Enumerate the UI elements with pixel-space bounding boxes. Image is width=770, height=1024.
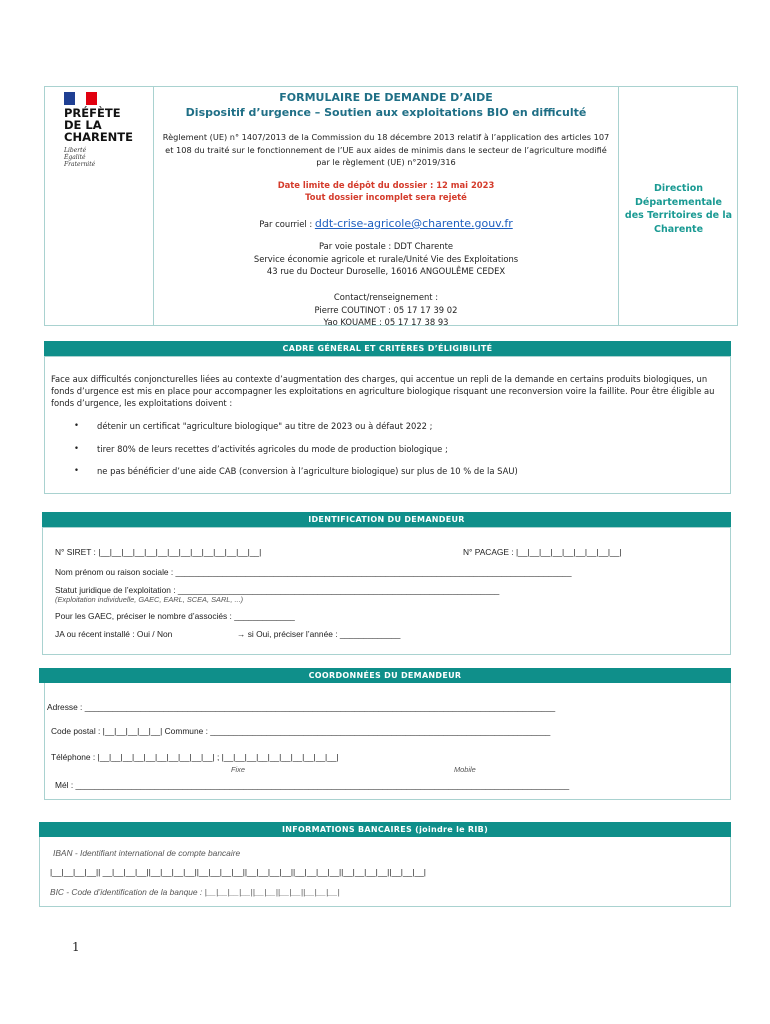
bullet-icon: • [74,465,79,475]
bullet-icon: • [74,443,79,453]
gaec-field[interactable]: Pour les GAEC, préciser le nombre d’associés : _____________ [55,611,295,621]
section-eligibility-title: CADRE GÉNÉRAL ET CRITÈRES D’ÉLIGIBILITÉ [44,341,731,356]
header-box [44,86,738,326]
coordinates-box [44,683,731,800]
iban-label: IBAN - Identifiant international de compte bancaire [53,848,241,858]
pacage-field[interactable]: N° PACAGE : |__|__|__|__|__|__|__|__|__| [463,547,622,557]
contact-info: Contact/renseignement : Pierre COUTINOT : 05 17 17 39 02 Yao KOUAME : 05 17 17 38 93 [314,292,458,327]
phone-mobile-label: Mobile [454,765,476,774]
french-flag-icon [64,92,97,105]
address-field[interactable]: Adresse : _____________________________________________________________________________________________________ [47,702,556,712]
email-field[interactable]: Mél : __________________________________________________________________________________________________________ [55,780,570,790]
section-identification-title: IDENTIFICATION DU DEMANDEUR [42,512,731,527]
ja-year-field[interactable]: → si Oui, préciser l’année : _____________ [237,629,401,639]
regulation-text: Règlement (UE) n° 1407/2013 de la Commission du 18 décembre 2013 relatif à l’application des articles 107 et 108 du traité sur le fonctionnement de l’UE aux aides de minimis dans le secteur de l’agriculture modifié par le règlement (UE) n°2019/316 [162,132,610,167]
postal-address: Par voie postale : DDT Charente Service économie agricole et rurale/Unité Vie des Exploitations 43 rue du Docteur Duroselle, 16016 ANGOULÊME CEDEX [253,241,519,276]
ddt-side-label: Direction Départementale des Territoires de la Charente [624,183,733,235]
section-bank-title: INFORMATIONS BANCAIRES (joindre le RIB) [39,822,731,837]
name-field[interactable]: Nom prénom ou raison sociale : _____________________________________________________________________________________ [55,567,572,577]
page-number: 1 [72,940,80,954]
phone-field[interactable]: Téléphone : |__|__|__|__|__|__|__|__|__|__| ; |__|__|__|__|__|__|__|__|__|__| [51,752,339,762]
bic-field[interactable]: BIC - Code d’identification de la banque : |__|__|__|__||__|__||__|__||__|__|__| [50,887,340,897]
bullet-icon: • [74,420,79,430]
email-link[interactable]: ddt-crise-agricole@charente.gouv.fr [314,217,513,230]
incomplete-warning: Tout dossier incomplet sera rejeté [305,192,467,202]
statut-field[interactable]: Statut juridique de l’exploitation : _____________________________________________________________________ [55,585,500,595]
form-subtitle: Dispositif d’urgence – Soutien aux exploitations BIO en difficulté [185,106,587,119]
bank-box [39,837,731,907]
deadline-text: Date limite de dépôt du dossier : 12 mai 2023 [277,180,495,190]
criterion-3: ne pas bénéficier d’une aide CAB (conversion à l’agriculture biologique) sur plus de 10 % de la SAU) [97,466,518,476]
motto: Liberté Égalité Fraternité [64,147,96,168]
mail-line: Par courriel : ddt-crise-agricole@charente.gouv.fr [259,217,513,230]
section-coordinates-title: COORDONNÉES DU DEMANDEUR [39,668,731,683]
postal-field[interactable]: Code postal : |__|__|__|__|__| Commune : _________________________________________________________________________ [51,726,551,736]
criterion-1: détenir un certificat "agriculture biologique" au titre de 2023 ou à défaut 2022 ; [97,421,433,431]
prefecture-logo: PRÉFÈTE DE LA CHARENTE [64,106,133,144]
iban-field[interactable]: |__|__|__|__|| __|__|__|__||__|__|__|__||__|__|__|__||__|__|__|__||__|__|__|__||__|__|__|__||__|__|__| [50,867,426,877]
siret-field[interactable]: N° SIRET : |__|__|__|__|__|__|__|__|__|__|__|__|__|__| [55,547,262,557]
criterion-2: tirer 80% de leurs recettes d’activités agricoles du mode de production biologique ; [97,444,448,454]
phone-fixe-label: Fixe [231,765,245,774]
identification-box [42,527,731,655]
form-title: FORMULAIRE DE DEMANDE D’AIDE [279,91,493,104]
statut-hint: (Exploitation individuelle, GAEC, EARL, SCEA, SARL, ...) [55,595,244,604]
eligibility-box [44,356,731,494]
ja-choice[interactable]: JA ou récent installé : Oui / Non [55,629,173,639]
eligibility-intro: Face aux difficultés conjoncturelles liées au contexte d’augmentation des charges, qui accentue un repli de la demande en certains produits biologiques, un fonds d’urgence est mis en place pour accompagner les exploitations en agriculture biologique risquant une reconversion voire la faillite. Pour être éligible au fonds d’urgence, les exploitations doivent : [51,374,715,408]
